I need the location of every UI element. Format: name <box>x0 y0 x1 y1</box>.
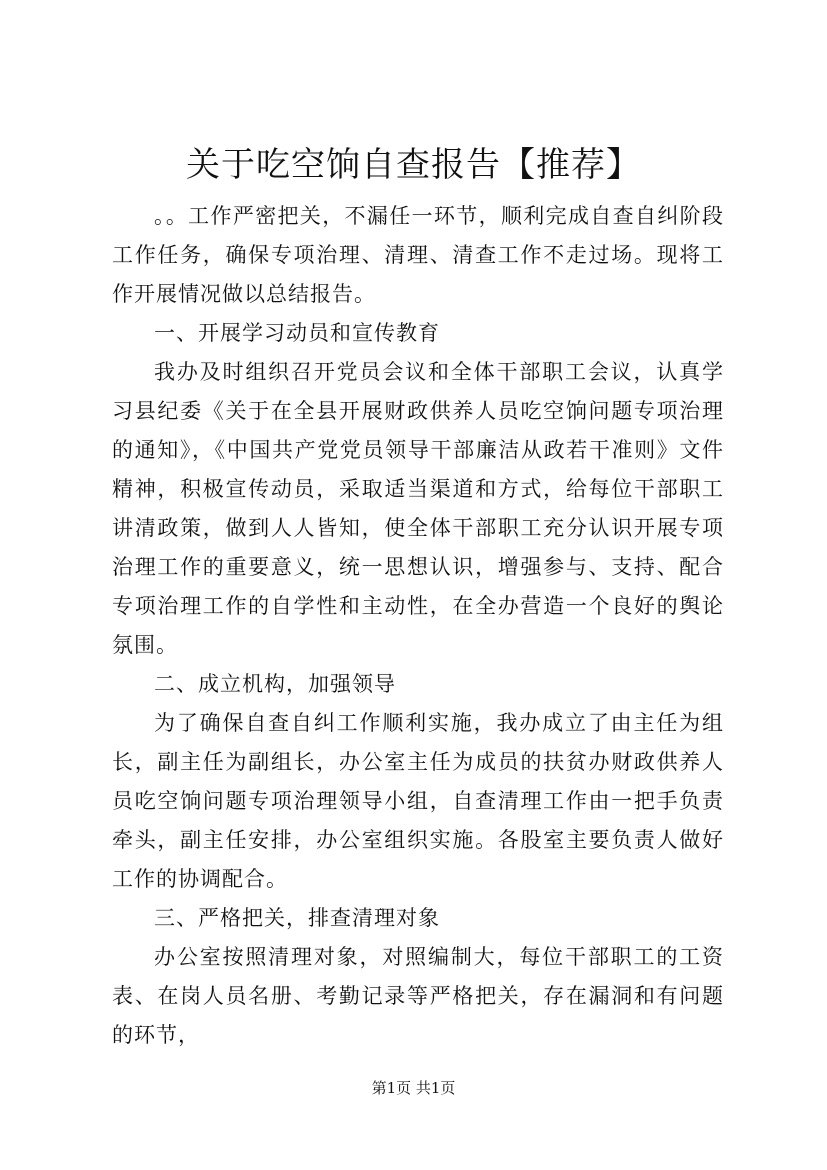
page-footer: 第1页 共1页 <box>371 1079 456 1097</box>
intro-paragraph: 。。工作严密把关，不漏任一环节，顺利完成自查自纠阶段工作任务，确保专项治理、清理、清查工作不走过场。现将工作开展情况做以总结报告。 <box>112 204 724 306</box>
section-paragraph-2: 为了确保自查自纠工作顺利实施，我办成立了由主任为组长，副主任为副组长，办公室主任为成员的扶贫办财政供养人员吃空饷问题专项治理领导小组，自查清理工作由一把手负责牵头，副主任安排，办公室组织实施。各股室主要负责人做好工作的协调配合。 <box>112 711 724 891</box>
section-heading-2: 二、成立机构，加强领导 <box>154 672 396 696</box>
section-paragraph-1: 我办及时组织召开党员会议和全体干部职工会议，认真学习县纪委《关于在全县开展财政供养人员吃空饷问题专项治理的通知》，《中国共产党党员领导干部廉洁从政若干准则》文件精神，积极宣传动员，采取适当渠道和方式，给每位干部职工讲清政策，做到人人皆知，使全体干部职工充分认识开展专项治理工作的重要意义，统一思想认识，增强参与、支持、配合专项治理工作的自学性和主动性，在全办营造一个良好的舆论氛围。 <box>112 360 724 657</box>
section-paragraph-3: 办公室按照清理对象，对照编制大，每位干部职工的工资表、在岗人员名册、考勤记录等严格把关，存在漏洞和有问题的环节， <box>112 945 724 1047</box>
section-heading-3: 三、严格把关，排查清理对象 <box>154 906 440 930</box>
document-title: 关于吃空饷自查报告【推荐】 <box>186 145 641 185</box>
section-heading-1: 一、开展学习动员和宣传教育 <box>154 321 440 345</box>
document-body <box>112 197 724 1055</box>
